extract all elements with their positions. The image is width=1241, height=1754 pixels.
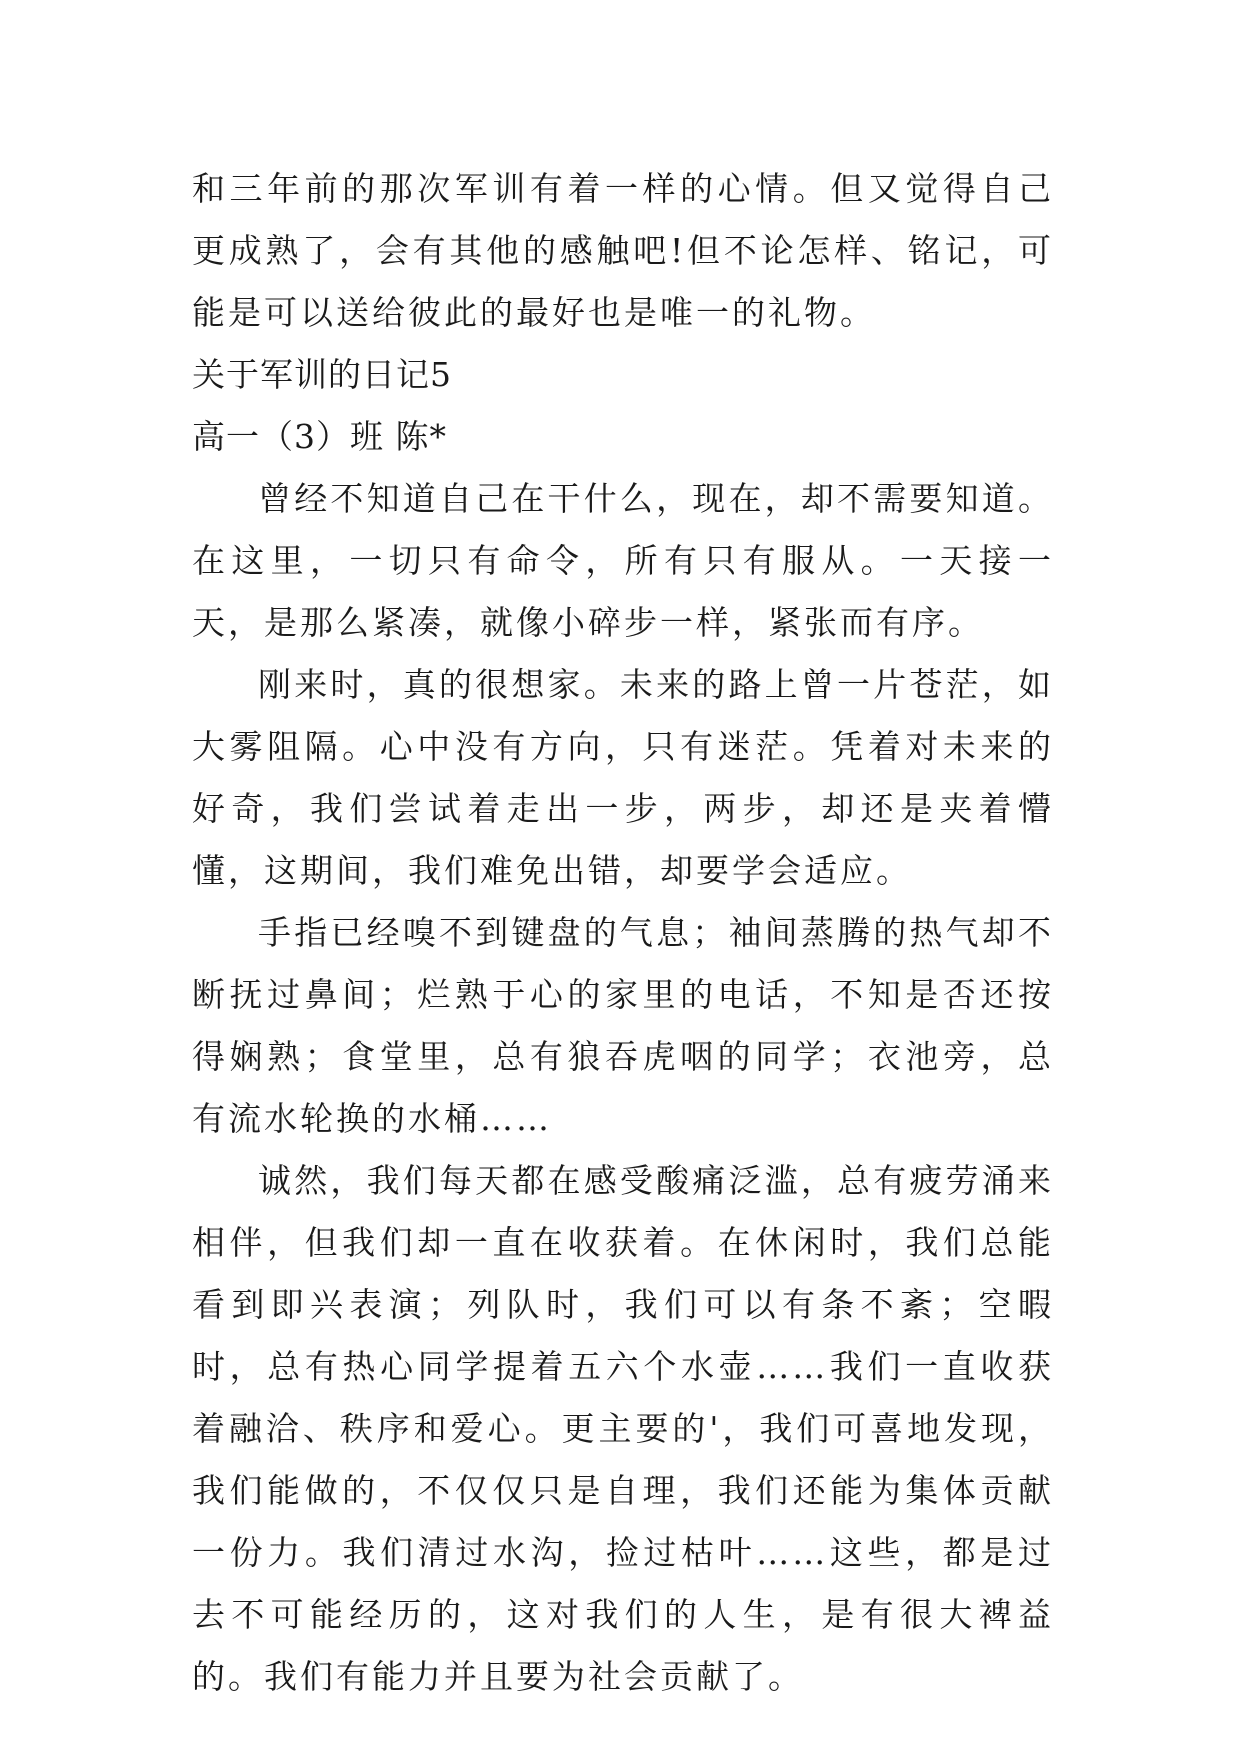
body-paragraph-1: 曾经不知道自己在干什么，现在，却不需要知道。在这里，一切只有命令，所有只有服从。一天接一天，是那么紧凑，就像小碎步一样，紧张而有序。 xyxy=(192,479,1054,642)
body-paragraph-2: 刚来时，真的很想家。未来的路上曾一片苍茫，如大雾阻隔。心中没有方向，只有迷茫。凭着对未来的好奇，我们尝试着走出一步，两步，却还是夹着懵懂，这期间，我们难免出错，却要学会适应。 xyxy=(192,665,1054,890)
document-page xyxy=(192,158,1054,1708)
author-line: 高一（3）班 陈* xyxy=(192,417,447,456)
body-paragraph-3: 手指已经嗅不到键盘的气息；袖间蒸腾的热气却不断抚过鼻间；烂熟于心的家里的电话，不知是否还按得娴熟；食堂里，总有狼吞虎咽的同学；衣池旁，总有流水轮换的水桶…… xyxy=(192,913,1054,1138)
body-paragraph-4: 诚然，我们每天都在感受酸痛泛滥，总有疲劳涌来相伴，但我们却一直在收获着。在休闲时，我们总能看到即兴表演；列队时，我们可以有条不紊；空暇时，总有热心同学提着五六个水壶……我们一直收获着融洽、秩序和爱心。更主要的'，我们可喜地发现，我们能做的，不仅仅只是自理，我们还能为集体贡献一份力。我们清过水沟，捡过枯叶……这些，都是过去不可能经历的，这对我们的人生，是有很大裨益的。我们有能力并且要为社会贡献了。 xyxy=(192,1161,1054,1696)
intro-paragraph: 和三年前的那次军训有着一样的心情。但又觉得自己更成熟了，会有其他的感触吧!但不论怎样、铭记，可能是可以送给彼此的最好也是唯一的礼物。 xyxy=(192,169,1054,332)
section-title: 关于军训的日记5 xyxy=(192,355,452,394)
